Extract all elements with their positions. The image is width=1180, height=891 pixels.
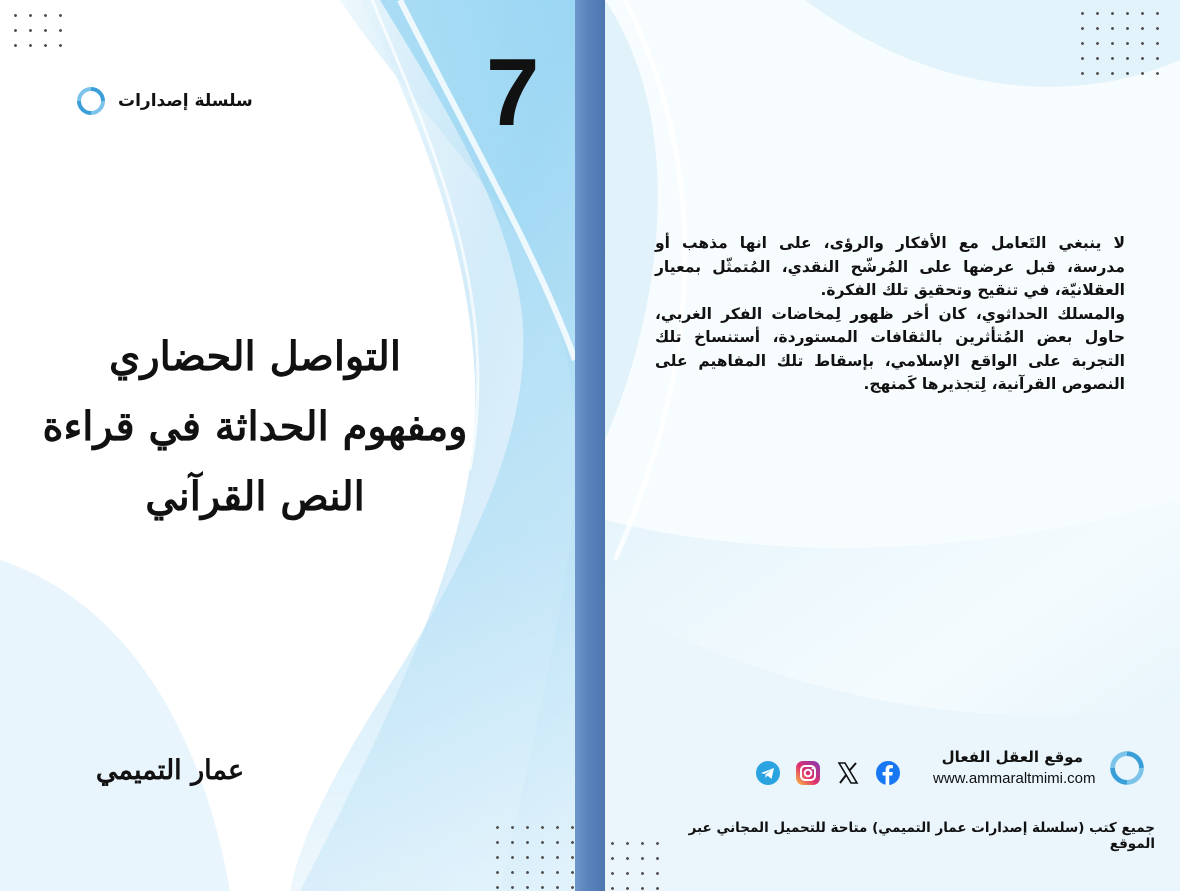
download-note: جميع كتب (سلسلة إصدارات عمار التميمي) متاحة للتحميل المجاني عبر الموقع xyxy=(688,820,1155,852)
blurb-paragraph: والمسلك الحداثوي، كان أخر ظهور لِمخاضات الفكر الغربي، حاول بعض المُتأثرين بالثقافات المستوردة، أستنساخ تلك التجربة على الواقع الإسلامي، بإسقاط تلك المفاهيم على النصوص القرآنية، لِتجذيرها كَمنهج. xyxy=(655,304,1125,393)
title-line: ومفهوم الحداثة في قراءة xyxy=(42,403,468,450)
instagram-icon[interactable] xyxy=(795,760,821,786)
title-line: النص القرآني xyxy=(145,473,365,520)
series-label: سلسلة إصدارات xyxy=(118,91,253,111)
swirl-logo-icon xyxy=(1109,750,1145,786)
social-links xyxy=(755,760,901,786)
dot-pattern xyxy=(8,8,68,48)
swirl-logo-icon xyxy=(76,86,106,116)
site-info xyxy=(933,748,1113,787)
dot-pattern xyxy=(490,820,575,891)
front-cover xyxy=(0,0,575,891)
author-name: عمار التميمي xyxy=(95,755,245,786)
site-name: موقع العقل الفعال xyxy=(941,748,1083,766)
site-footer xyxy=(755,746,1155,802)
blurb-paragraph: لا ينبغي التَعامل مع الأفكار والرؤى، على انها مذهب أو مدرسة، قبل عرضها على المُرشّح النقدي، المُتمثّل بمعيار العقلانيّة، في تنقيح وتحقيق تلك الفكرة. xyxy=(655,234,1125,299)
back-cover xyxy=(605,0,1180,891)
book-title xyxy=(20,322,490,532)
title-line: التواصل الحضاري xyxy=(109,333,401,380)
facebook-icon[interactable] xyxy=(875,760,901,786)
series-header xyxy=(76,86,253,116)
dot-pattern xyxy=(1075,6,1170,81)
telegram-icon[interactable] xyxy=(755,760,781,786)
x-icon[interactable] xyxy=(835,760,861,786)
site-url[interactable]: www.ammaraltmimi.com xyxy=(933,770,1096,787)
back-blurb xyxy=(655,232,1125,397)
book-spine xyxy=(575,0,605,891)
volume-number: 7 xyxy=(486,39,540,146)
